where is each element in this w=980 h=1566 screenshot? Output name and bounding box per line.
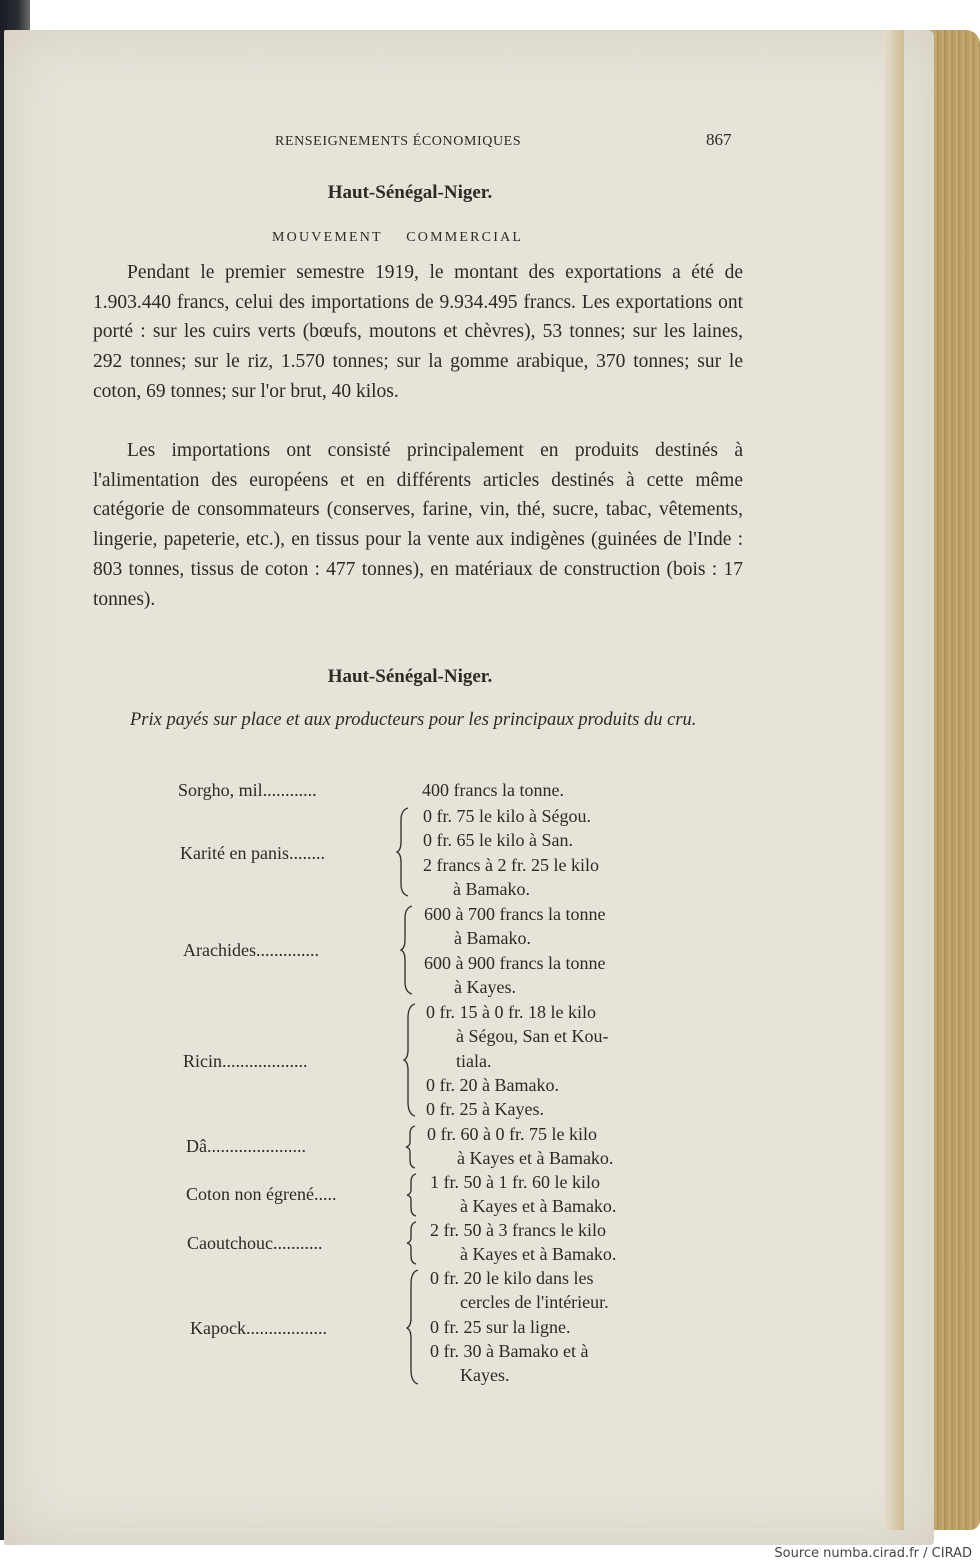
item-value: 1 fr. 50 à 1 fr. 60 le kilo à Kayes et à Bamako. [430,1172,617,1217]
item-label: Dâ...................... [186,1136,306,1156]
price-caption: Prix payés sur place et aux producteurs pour les principaux produits du cru. [130,710,697,730]
section-title-2: Haut-Sénégal-Niger. [327,666,493,687]
item-value: 400 francs la tonne. [422,780,564,800]
item-value: 2 fr. 50 à 3 francs le kilo à Kayes et à Bamako. [430,1220,617,1265]
brace-icon [406,1172,420,1218]
paragraph-exports: Pendant le premier semestre 1919, le montant des exportations a été de 1.903.440 francs, celui des importations de 9.934.495 francs. Les exportations ont porté : sur les cuirs verts (bœufs, moutons et chèvres), 53 tonnes; sur les laines, 292 tonnes; sur le riz, 1.570 tonnes; sur la gomme arabique, 370 tonnes; sur le coton, 69 tonnes; sur l'or brut, 40 kilos. [93,262,743,402]
item-label: Kapock.................. [190,1318,327,1338]
brace-icon [403,1002,419,1118]
subheading-mouvement-commercial: MOUVEMENT COMMERCIAL [272,230,524,245]
brace-icon [405,1124,419,1170]
source-credit: Source numba.cirad.fr / CIRAD [774,1546,972,1561]
paragraph-imports: Les importations ont consisté principalement en produits destinés à l'alimentation des européens et en différents articles destinés à cette même catégorie de consommateurs (conserves, farine, vin, thé, sucre, tabac, vêtements, lingerie, papeterie, etc.), en tissus pour la vente aux indigènes (guinées de l'Inde : 803 tonnes, tissus de coton : 477 tonnes), en matériaux de construction (bois : 17 tonnes). [93,440,743,610]
item-label: Karité en panis........ [180,843,325,863]
item-value: 0 fr. 15 à 0 fr. 18 le kilo à Ségou, San et Kou- tiala. 0 fr. 20 à Bamako. 0 fr. 25 à Kayes. [426,1002,609,1120]
item-value: 0 fr. 60 à 0 fr. 75 le kilo à Kayes et à Bamako. [427,1124,614,1169]
item-value: 0 fr. 20 le kilo dans les cercles de l'intérieur. 0 fr. 25 sur la ligne. 0 fr. 30 à Bamako et à Kayes. [430,1268,609,1386]
brace-icon [406,1268,422,1386]
item-label: Arachides.............. [183,940,319,960]
item-value: 600 à 700 francs la tonne à Bamako. 600 à 900 francs la tonne à Kayes. [424,904,606,997]
section-title-1: Haut-Sénégal-Niger. [327,182,493,203]
brace-icon [396,806,412,898]
item-value: 0 fr. 75 le kilo à Ségou. 0 fr. 65 le kilo à San. 2 francs à 2 fr. 25 le kilo à Bamako. [423,806,599,899]
item-label: Caoutchouc........... [187,1233,323,1253]
brace-icon [400,904,416,996]
running-header: RENSEIGNEMENTS ÉCONOMIQUES [275,134,522,149]
brace-icon [406,1220,420,1266]
item-label: Ricin................... [183,1051,308,1071]
item-label: Coton non égrené..... [186,1184,337,1204]
item-label: Sorgho, mil............ [178,780,317,800]
page-number: 867 [706,130,732,149]
